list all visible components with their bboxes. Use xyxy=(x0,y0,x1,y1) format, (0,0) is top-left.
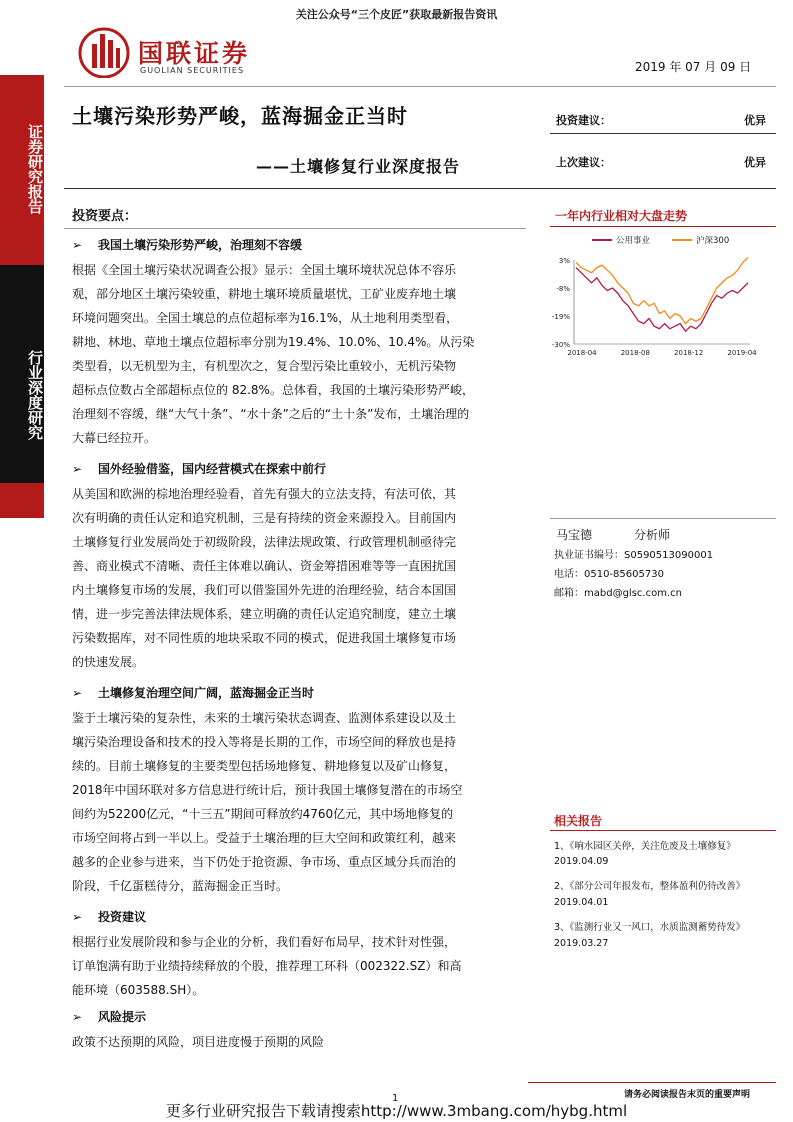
related-report-link[interactable]: 2、《部分公司年报发布，整体盈利仍待改善》 xyxy=(554,881,746,892)
sidebar-bottom-block xyxy=(0,483,44,518)
bullet-heading xyxy=(72,460,326,477)
bullet-heading-text: 风险提示 xyxy=(98,1010,147,1024)
para-line: 根据《全国土壤污染状况调查公报》显示：全国土壤环境状况总体不容乐 xyxy=(72,263,457,277)
arrow-icon: ➢ xyxy=(72,462,83,476)
header-divider xyxy=(64,86,776,87)
investment-highlights-heading: 投资要点： xyxy=(72,209,138,224)
para-line: 越多的企业参与进来，当下仍处于抢资源、争市场、重点区域分兵而治的 xyxy=(72,855,457,869)
rating-divider xyxy=(550,133,776,134)
previous-rating-value: 优异 xyxy=(744,156,766,169)
para-line: 2018年中国环联对多方信息进行统计后，预计我国土壤修复潜在的市场空 xyxy=(72,783,463,797)
related-report-date: 2019.03.27 xyxy=(554,938,609,949)
para-line: 大幕已经拉开。 xyxy=(72,431,157,445)
para-line: 治理刻不容缓，继“大气十条”、“水十条”之后的“土十条”发布，土壤治理的 xyxy=(72,407,470,421)
para-line: 根据行业发展阶段和参与企业的分析，我们看好布局早，技术针对性强， xyxy=(72,935,457,949)
para-line: 土壤修复行业发展尚处于初级阶段，法律法规政策、行政管理机制亟待完 xyxy=(72,535,457,549)
logo-en-text: GUOLIAN SECURITIES xyxy=(140,66,245,75)
paragraph xyxy=(72,258,524,450)
bullet-heading xyxy=(72,1008,146,1025)
series-line xyxy=(576,258,748,324)
para-line: 内土壤修复市场的发展，我们可以借鉴国外先进的治理经验，结合本国国 xyxy=(72,583,457,597)
title-divider xyxy=(64,188,776,189)
para-line: 情，进一步完善法律法规体系，建立明确的责任认定追究制度，建立土壤 xyxy=(72,607,457,621)
para-line: 鉴于土壤污染的复杂性，未来的土壤污染状态调查、监测体系建设以及土 xyxy=(72,711,457,725)
guolian-logo-icon xyxy=(78,26,130,78)
report-title: 土壤污染形势严峻，蓝海掘金正当时 xyxy=(72,104,408,128)
para-line: 阶段，千亿蛋糕待分，蓝海掘金正当时。 xyxy=(72,879,289,893)
para-line: 耕地、林地、草地土壤点位超标率分别为19.4%、10.0%、10.4%。从污染 xyxy=(72,335,475,349)
y-tick-label: -30% xyxy=(551,341,570,349)
para-line: 能环境（603588.SH）。 xyxy=(72,983,205,997)
related-report-date: 2019.04.01 xyxy=(554,897,609,908)
related-report-link[interactable]: 3、《监测行业又一风口，水质监测蓄势待发》 xyxy=(554,922,746,933)
para-line: 间约为52200亿元，“十三五”期间可释放约4760亿元，其中场地修复的 xyxy=(72,807,454,821)
sidebar-top-label: 证券研究报告 xyxy=(26,124,44,214)
para-line: 续的。目前土壤修复的主要类型包括场地修复、耕地修复以及矿山修复， xyxy=(72,759,457,773)
paragraph xyxy=(72,706,524,898)
para-line: 污染数据库，对不同性质的地块采取不同的模式，促进我国土壤修复市场 xyxy=(72,631,457,645)
relative-performance-chart xyxy=(550,230,776,366)
analyst-name: 马宝德 xyxy=(556,528,593,542)
x-tick-label: 2018-08 xyxy=(620,349,650,357)
arrow-icon: ➢ xyxy=(72,910,83,924)
bullet-heading xyxy=(72,684,314,701)
bullet-heading xyxy=(72,908,146,925)
disclaimer-note: 请务必阅读报告末页的重要声明 xyxy=(624,1090,751,1100)
report-subtitle: ——土壤修复行业深度报告 xyxy=(256,157,461,176)
related-reports-title: 相关报告 xyxy=(554,814,603,828)
x-tick-label: 2019-04 xyxy=(727,349,757,357)
highlights-divider xyxy=(64,228,526,229)
paragraph xyxy=(72,1030,524,1054)
previous-rating-label: 上次建议： xyxy=(556,156,611,169)
related-report-date: 2019.04.09 xyxy=(554,856,609,867)
legend-label: 沪深300 xyxy=(696,236,730,246)
bullet-heading-text: 我国土壤污染形势严峻，治理刻不容缓 xyxy=(98,238,303,252)
para-line: 订单饱满有助于业绩持续释放的个股，推荐理工环科（002322.SZ）和高 xyxy=(72,959,462,973)
para-line: 从美国和欧洲的棕地治理经验看，首先有强大的立法支持，有法可依，其 xyxy=(72,487,457,501)
legend-label: 公用事业 xyxy=(616,236,651,246)
chart-title: 一年内行业相对大盘走势 xyxy=(555,209,688,223)
chart-title-underline xyxy=(550,226,776,227)
y-tick-label: -19% xyxy=(551,313,570,321)
paragraph xyxy=(72,930,524,1002)
para-line: 善、商业模式不清晰、责任主体难以确认、资金筹措困难等等一直困扰国 xyxy=(72,559,457,573)
arrow-icon: ➢ xyxy=(72,686,83,700)
sidebar-middle-label: 行业深度研究 xyxy=(26,350,44,440)
bullet-heading-text: 土壤修复治理空间广阔，蓝海掘金正当时 xyxy=(98,686,315,700)
related-divider xyxy=(550,830,776,831)
analyst-cert: 执业证书编号：S0590513090001 xyxy=(554,550,714,561)
top-note: 关注公众号“三个皮匠”获取最新报告资讯 xyxy=(295,8,498,21)
analyst-phone: 电话：0510-85605730 xyxy=(554,569,664,580)
related-report-link[interactable]: 1、《响水园区关停，关注危废及土壤修复》 xyxy=(554,841,736,852)
series-line xyxy=(576,268,748,332)
page-number: 1 xyxy=(392,1093,399,1104)
analyst-role: 分析师 xyxy=(634,528,671,542)
para-line: 政策不达预期的风险，项目进度慢于预期的风险 xyxy=(72,1035,325,1049)
arrow-icon: ➢ xyxy=(72,1010,83,1024)
para-line: 类型看，以无机型为主，有机型次之，复合型污染比重较小，无机污染物 xyxy=(72,359,457,373)
bullet-heading xyxy=(72,236,302,253)
bullet-heading-text: 投资建议 xyxy=(98,910,147,924)
para-line: 环境问题突出。全国土壤总的点位超标率为16.1%，从土地利用类型看， xyxy=(72,311,459,325)
report-date: 2019 年 07 月 09 日 xyxy=(635,60,752,74)
para-line: 次有明确的责任认定和追究机制，三是有持续的资金来源投入。目前国内 xyxy=(72,511,457,525)
analyst-divider xyxy=(550,518,776,519)
rating-label: 投资建议： xyxy=(556,114,611,127)
bullet-heading-text: 国外经验借鉴，国内经营模式在探索中前行 xyxy=(98,462,327,476)
logo-cn-text: 国联证券 xyxy=(138,39,251,68)
para-line: 壤污染治理设备和技术的投入等将是长期的工作，市场空间的释放也是持 xyxy=(72,735,457,749)
arrow-icon: ➢ xyxy=(72,238,83,252)
para-line: 市场空间将占到一半以上。受益于土壤治理的巨大空间和政策红利，越来 xyxy=(72,831,457,845)
footer-divider xyxy=(528,1082,776,1083)
analyst-email[interactable]: 邮箱：mabd@glsc.com.cn xyxy=(554,588,682,599)
para-line: 观，部分地区土壤污染较重，耕地土壤环境质量堪忧，工矿业废弃地土壤 xyxy=(72,287,457,301)
download-link[interactable]: 更多行业研究报告下载请搜索http://www.3mbang.com/hybg.html xyxy=(165,1102,628,1120)
x-tick-label: 2018-04 xyxy=(567,349,597,357)
y-tick-label: -8% xyxy=(556,285,570,293)
para-line: 的快速发展。 xyxy=(72,655,145,669)
rating-value: 优异 xyxy=(744,114,766,127)
y-tick-label: 3% xyxy=(558,257,570,265)
x-tick-label: 2018-12 xyxy=(674,349,704,357)
paragraph xyxy=(72,482,524,674)
para-line: 超标点位数占全部超标点位的 82.8%。总体看，我国的土壤污染形势严峻， xyxy=(72,383,474,397)
